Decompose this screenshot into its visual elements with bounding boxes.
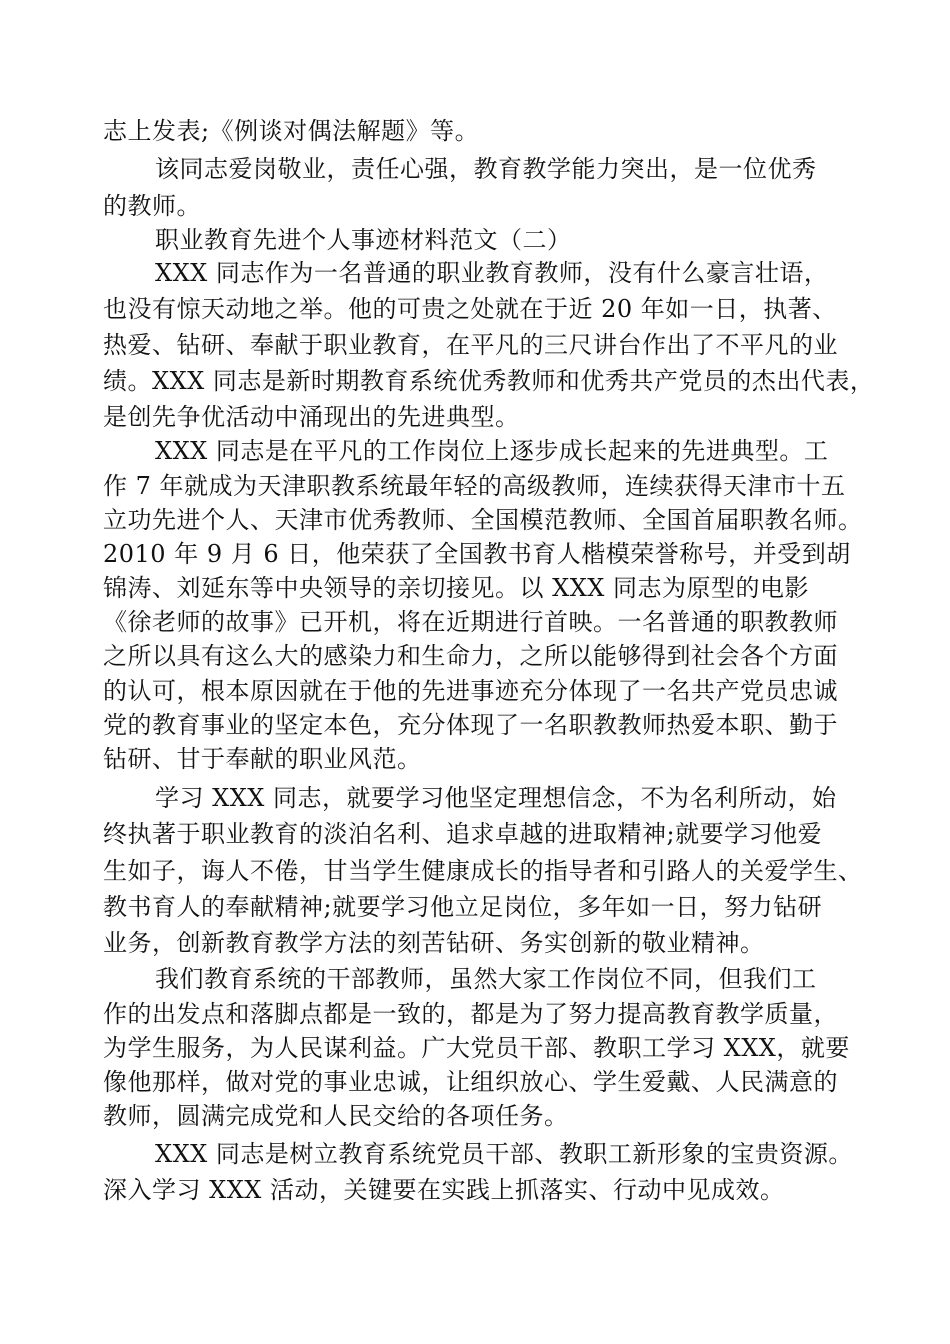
text-line: 之所以具有这么大的感染力和生命力，之所以能够得到社会各个方面 (103, 642, 838, 670)
text-line: 作的出发点和落脚点都是一致的，都是为了努力提高教育教学质量， (103, 1000, 838, 1028)
text-line: 终执著于职业教育的淡泊名利、追求卓越的进取精神;就要学习他爱 (103, 820, 823, 848)
text-line: 志上发表;《例谈对偶法解题》等。 (103, 117, 480, 145)
text-line: 业务，创新教育教学方法的刻苦钻研、务实创新的敬业精神。 (103, 929, 765, 957)
section-heading: 职业教育先进个人事迹材料范文（二） (155, 226, 572, 254)
text-line: 党的教育事业的坚定本色，充分体现了一名职教教师热爱本职、勤于 (103, 711, 838, 739)
text-line: 像他那样，做对党的事业忠诚，让组织放心、学生爱戴、人民满意的 (103, 1068, 838, 1096)
text-line: 也没有惊天动地之举。他的可贵之处就在于近 20 年如一日，执著、 (103, 295, 837, 323)
text-line: XXX 同志作为一名普通的职业教育教师，没有什么豪言壮语， (155, 259, 829, 287)
text-line: 为学生服务，为人民谋利益。广大党员干部、教职工学习 XXX，就要 (103, 1034, 850, 1062)
text-line: 锦涛、刘延东等中央领导的亲切接见。以 XXX 同志为原型的电影 (103, 574, 810, 602)
text-line: 教书育人的奉献精神;就要学习他立足岗位，多年如一日，努力钻研 (103, 893, 823, 921)
text-line: 我们教育系统的干部教师，虽然大家工作岗位不同，但我们工 (155, 965, 817, 993)
text-line: XXX 同志是树立教育系统党员干部、教职工新形象的宝贵资源。 (155, 1140, 853, 1168)
text-line: 的教师。 (103, 192, 201, 220)
text-line: 绩。XXX 同志是新时期教育系统优秀教师和优秀共产党员的杰出代表， (103, 367, 875, 395)
text-line: 立功先进个人、天津市优秀教师、全国模范教师、全国首届职教名师。 (103, 506, 863, 534)
text-line: 教师，圆满完成党和人民交给的各项任务。 (103, 1102, 569, 1130)
text-line: 热爱、钻研、奉献于职业教育，在平凡的三尺讲台作出了不平凡的业 (103, 331, 838, 359)
text-line: 生如子，诲人不倦，甘当学生健康成长的指导者和引路人的关爱学生、 (103, 857, 863, 885)
text-line: 《徐老师的故事》已开机，将在近期进行首映。一名普通的职教教师 (103, 608, 838, 636)
text-line: XXX 同志是在平凡的工作岗位上逐步成长起来的先进典型。工 (155, 437, 829, 465)
text-line: 的认可，根本原因就在于他的先进事迹充分体现了一名共产党员忠诚 (103, 677, 838, 705)
text-line: 钻研、甘于奉献的职业风范。 (103, 745, 422, 773)
text-line: 深入学习 XXX 活动，关键要在实践上抓落实、行动中见成效。 (103, 1176, 785, 1204)
text-line: 该同志爱岗敬业，责任心强，教育教学能力突出，是一位优秀 (155, 155, 817, 183)
text-line: 作 7 年就成为天津职教系统最年轻的高级教师，连续获得天津市十五 (103, 472, 846, 500)
text-line: 是创先争优活动中涌现出的先进典型。 (103, 403, 520, 431)
text-line: 学习 XXX 同志，就要学习他坚定理想信念，不为名利所动，始 (155, 784, 837, 812)
text-line: 2010 年 9 月 6 日，他荣获了全国教书育人楷模荣誉称号，并受到胡 (103, 540, 851, 568)
